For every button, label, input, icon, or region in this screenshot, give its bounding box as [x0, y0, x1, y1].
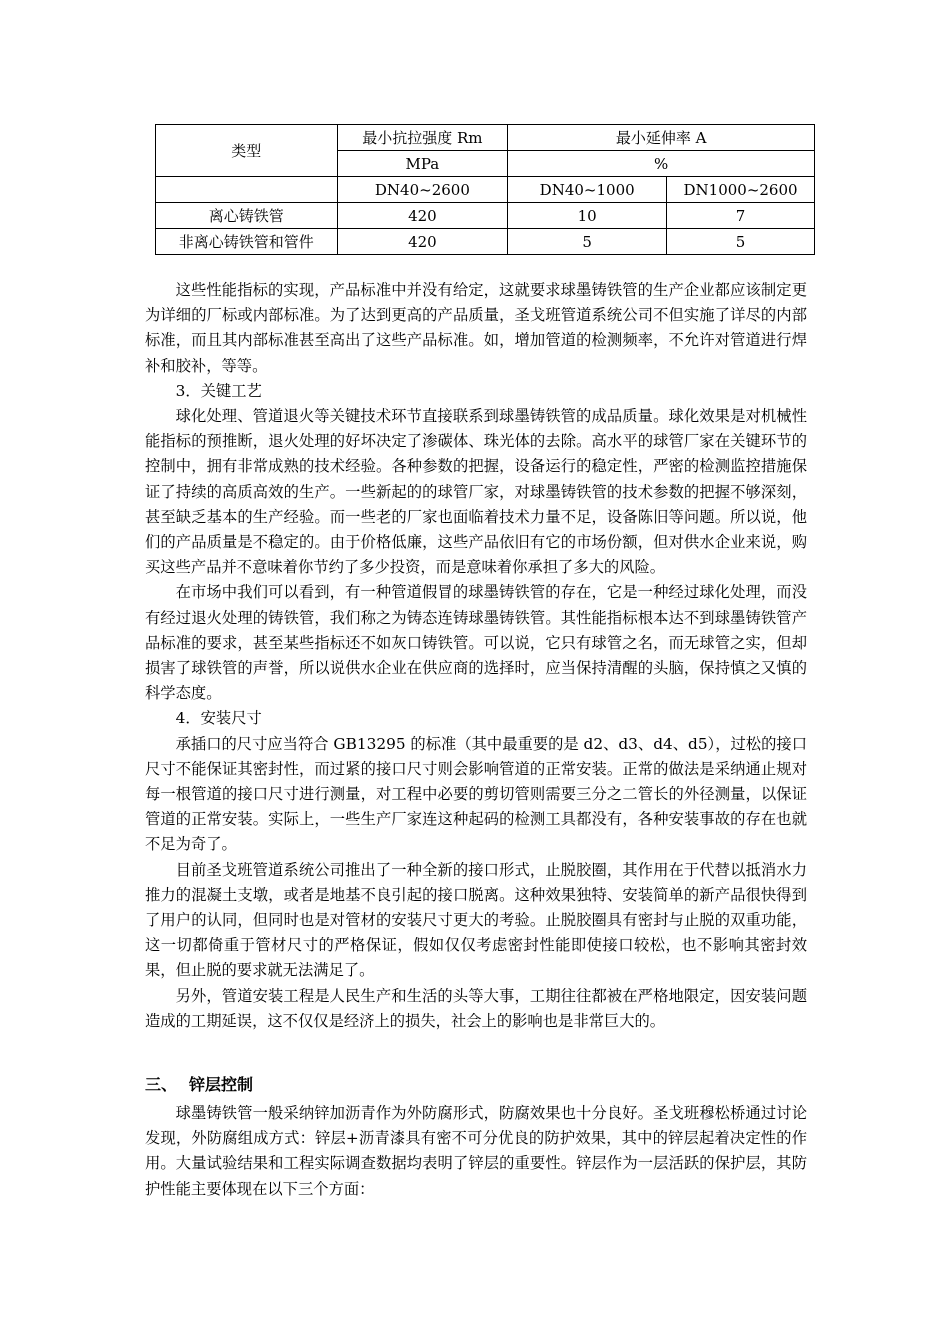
header-strength: 最小抗拉强度 Rm	[337, 125, 508, 151]
paragraph: 在市场中我们可以看到，有一种管道假冒的球墨铸铁管的存在，它是一种经过球化处理，而没有经过退火处理的铸铁管，我们称之为铸态连铸球墨铸铁管。其性能指标根本达不到球墨铸铁管产品标准的要求，甚至某些指标还不如灰口铸铁管。可以说，它只有球管之名，而无球管之实，但却损害了球铁管的声誉，所以说供水企业在供应商的选择时，应当保持清醒的头脑，保持慎之又慎的科学态度。	[145, 583, 807, 703]
header-elongation-unit: %	[508, 151, 815, 177]
header-type: 类型	[156, 125, 338, 177]
paragraph: 这些性能指标的实现，产品标准中并没有给定，这就要求球墨铸铁管的生产企业都应该制定更为详细的厂标或内部标准。为了达到更高的产品质量，圣戈班管道系统公司不但实施了详尽的内部标准，而且其内部标准甚至高出了这些产品标准。如，增加管道的检测频率，不允许对管道进行焊补和胶补，等等。	[145, 281, 807, 375]
paragraph: 另外，管道安装工程是人民生产和生活的头等大事，工期往往都被在严格地限定，因安装问题造成的工期延误，这不仅仅是经济上的损失，社会上的影响也是非常巨大的。	[145, 986, 807, 1030]
subheading-install-size: 4．安装尺寸	[175, 709, 262, 728]
row-elong-b: 5	[667, 229, 815, 255]
row-type: 离心铸铁管	[156, 203, 338, 229]
subheader-blank	[156, 177, 338, 203]
header-elongation: 最小延伸率 A	[508, 125, 815, 151]
row-type: 非离心铸铁管和管件	[156, 229, 338, 255]
subheader-strength-range: DN40~2600	[337, 177, 508, 203]
subheading-key-process: 3．关键工艺	[175, 381, 262, 400]
paragraph: 球化处理、管道退火等关键技术环节直接联系到球墨铸铁管的成品质量。球化效果是对机械性能指标的预推断，退火处理的好坏决定了渗碳体、珠光体的去除。高水平的球管厂家在关键环节的控制中，拥有非常成熟的技术经验。各种参数的把握，设备运行的稳定性，严密的检测监控措施保证了持续的高质高效的生产。一些新起的的球管厂家，对球墨铸铁管的技术参数的把握不够深刻，甚至缺乏基本的生产经验。而一些老的厂家也面临着技术力量不足，设备陈旧等问题。所以说，他们的产品质量是不稳定的。由于价格低廉，这些产品依旧有它的市场份额，但对供水企业来说，购买这些产品并不意味着你节约了多少投资，而是意味着你承担了多大的风险。	[145, 407, 807, 577]
table-row	[156, 229, 815, 255]
paragraph: 球墨铸铁管一般采纳锌加沥青作为外防腐形式，防腐效果也十分良好。圣戈班穆松桥通过讨论发现，外防腐组成方式：锌层+沥青漆具有密不可分优良的防护效果，其中的锌层起着决定性的作用。大量试验结果和工程实际调查数据均表明了锌层的重要性。锌层作为一层活跃的保护层，其防护性能主要体现在以下三个方面：	[145, 1104, 807, 1198]
row-elong-a: 10	[508, 203, 667, 229]
subheader-elong-range-a: DN40~1000	[508, 177, 667, 203]
mechanical-properties-table	[155, 124, 815, 255]
section-body	[145, 1101, 807, 1202]
row-strength: 420	[337, 203, 508, 229]
paragraph: 承插口的尺寸应当符合 GB13295 的标准（其中最重要的是 d2、d3、d4、d5），过松的接口尺寸不能保证其密封性，而过紧的接口尺寸则会影响管道的正常安装。正常的做法是采纳通止规对每一根管道的接口尺寸进行测量，对工程中必要的剪切管则需要三分之二管长的外径测量，以保证管道的正常安装。实际上，一些生产厂家连这种起码的检测工具都没有，各种安装事故的存在也就不足为奇了。	[145, 734, 807, 854]
section-heading	[145, 1074, 253, 1096]
section-title: 锌层控制	[189, 1075, 254, 1094]
section-number: 三、	[145, 1075, 178, 1094]
paragraph: 目前圣戈班管道系统公司推出了一种全新的接口形式，止脱胶圈，其作用在于代替以抵消水力推力的混凝土支墩，或者是地基不良引起的接口脱离。这种效果独特、安装简单的新产品很快得到了用户的认同，但同时也是对管材的安装尺寸更大的考验。止脱胶圈具有密封与止脱的双重功能，这一切都倚重于管材尺寸的严格保证，假如仅仅考虑密封性能即使接口较松，也不影响其密封效果，但止脱的要求就无法满足了。	[145, 860, 807, 980]
body-text	[145, 278, 807, 1034]
table-row	[156, 203, 815, 229]
row-strength: 420	[337, 229, 508, 255]
header-strength-unit: MPa	[337, 151, 508, 177]
row-elong-a: 5	[508, 229, 667, 255]
subheader-elong-range-b: DN1000~2600	[667, 177, 815, 203]
row-elong-b: 7	[667, 203, 815, 229]
